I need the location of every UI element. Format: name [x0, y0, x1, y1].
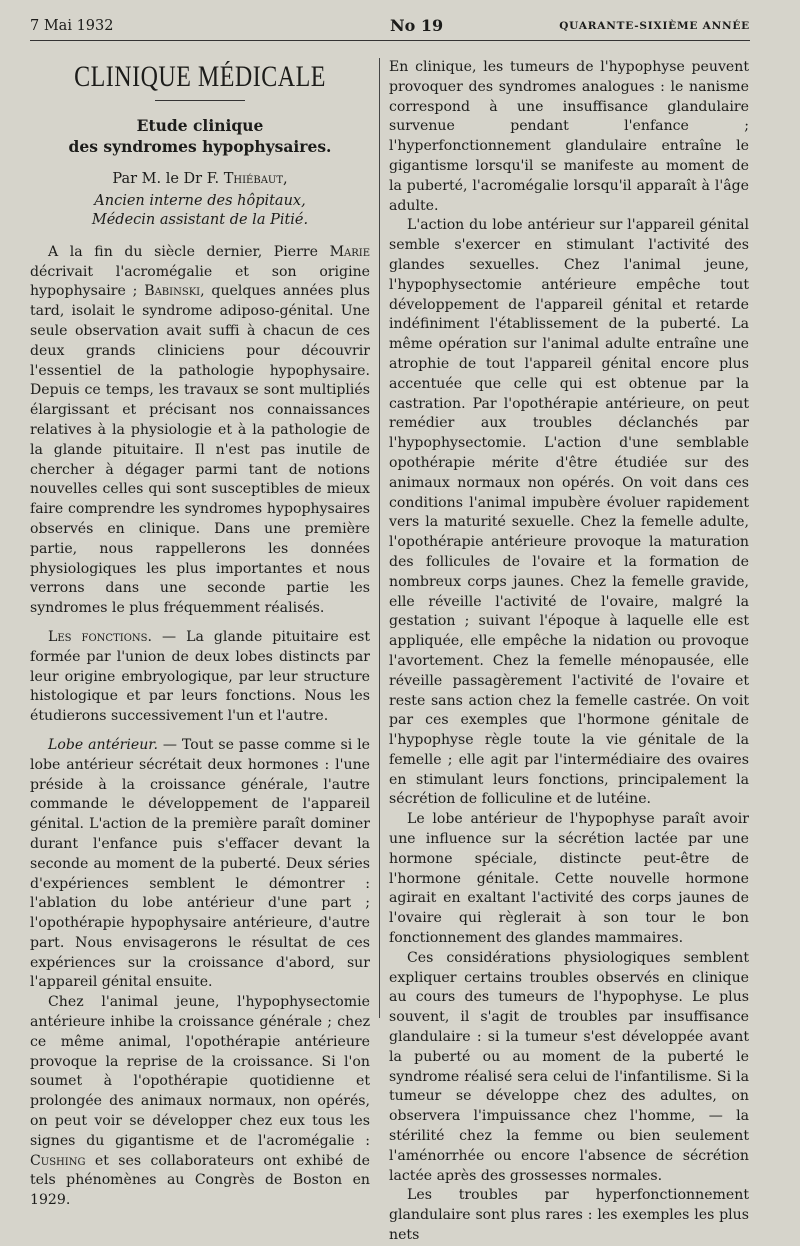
article-subtitle-line2: des syndromes hypophysaires.: [68, 136, 332, 156]
name-marie: Marie: [329, 243, 370, 260]
paragraph-animal-jeune-text-a: Chez l'animal jeune, l'hypophysectomie antérieure inhibe la croissance générale ; chez ce même animal, l'opothérapie antérieure provoque la reprise de la croissance. Si l'on soumet à l'opothérapie quotidienne et prolongée des animaux normaux, non opérés, on peut voir se développer chez eux tous les signes du gigantisme et de l'acromégalie :: [30, 994, 370, 1149]
title-rule: [155, 100, 245, 101]
author-byline: [30, 169, 370, 190]
section-lead-lobe-anterieur: Lobe antérieur.: [48, 736, 158, 753]
paragraph-hyperfonctionnement: Les troubles par hyperfonctionnement glandulaire sont plus rares : les exemples les plus nets: [389, 1187, 749, 1244]
section-lead-fonctions: Les fonctions.: [48, 628, 152, 645]
paragraph-lobe-anterieur: [30, 736, 370, 993]
paragraph-intro-text-a: A la fin du siècle dernier, Pierre: [48, 243, 330, 260]
paragraph-animal-jeune: [30, 993, 370, 1211]
publication-year: QUARANTE-SIXIÈME ANNÉE: [559, 20, 750, 32]
paragraph-appareil-genital: L'action du lobe antérieur sur l'appareil génital semble s'exercer en stimulant l'activité des glandes sexuelles. Chez l'animal jeune, l'hypophysectomie antérieure empêche tout développement de l'appareil génital et retarde indéfiniment l'établissement de la puberté. La même opération sur l'animal adulte entraîne une atrophie de tout l'appareil génital encore plus accentuée que celle qui est obtenue par la castration. Par l'opothérapie antérieure, on peut remédier aux troubles déclanchés par l'hypophysectomie. L'action d'une semblable opothérapie mérite d'être étudiée sur des animaux normaux non opérés. On voit dans ces conditions l'animal impubère évoluer rapidement vers la maturité sexuelle. Chez la femelle adulte, l'opothérapie antérieure provoque la maturation des follicules de l'ovaire et la formation de nombreux corps jaunes. Chez la femelle gravide, elle réveille l'activité de l'ovaire, malgré la gestation ; suivant l'époque à laquelle elle est appliquée, elle empêche la nidation ou provoque l'avortement. Chez la femelle ménopausée, elle réveille passagèrement l'activité de l'ovaire et reste sans action chez la femelle castrée. On voit par ces exemples que l'hormone génitale de l'hypophyse règle toute la vie génitale de la femelle ; elle agit par l'intermédiaire des ovaires en stimulant leurs fonctions, principalement la sécrétion de folliculine et de lutéine.: [389, 217, 749, 808]
paragraph-secretion-lactee: Le lobe antérieur de l'hypophyse paraît avoir une influence sur la sécrétion lactée par une hormone spéciale, distincte peut-être de l'hormone génitale. Cette nouvelle hormone agirait en exaltant l'activité des corps jaunes de l'ovaire qui règlerait à son tour le bon fonctionnement des glandes mammaires.: [389, 811, 749, 947]
name-babinski: Babinski: [144, 283, 201, 300]
paragraph-intro-text-b: décrivait l'acromégalie et son origine hypophysaire ;: [30, 263, 370, 300]
author-name: Thiébaut,: [223, 170, 288, 187]
left-column: [30, 58, 370, 1211]
credential-line1: Ancien interne des hôpitaux,: [94, 192, 306, 209]
author-credentials: [30, 192, 370, 231]
paragraph-animal-jeune-text-b: et ses collaborateurs ont exhibé de tels phénomènes au Congrès de Boston en 1929.: [30, 1152, 370, 1209]
page-header: [30, 16, 750, 41]
section-title: CLINIQUE MÉDICALE: [74, 61, 326, 94]
right-column: [389, 58, 749, 1246]
paragraph-considerations: Ces considérations physiologiques semblent expliquer certains troubles observés en clinique au cours des tumeurs de l'hypophyse. Le plus souvent, il s'agit de troubles par insuffisance glandulaire : si la tumeur s'est développée avant la puberté ou au moment de la puberté le syndrome réalisé sera celui de l'infantilisme. Si la tumeur se développe chez des adultes, on observera l'impuissance chez l'homme, — la stérilité chez la femme ou bien seulement l'aménorrhée ou encore l'absence de sécrétion lactée après des grossesses normales.: [389, 949, 749, 1184]
paragraph-fonctions: [30, 628, 370, 727]
paragraph-clinique: En clinique, les tumeurs de l'hypophyse peuvent provoquer des syndromes analogues : le nanisme correspond à une insuffisance glandulaire survenue pendant l'enfance ; l'hyperfonctionnement glandulaire entraîne le gigantisme lorsqu'il se manifeste au moment de la puberté, l'acromégalie lorsqu'il apparaît à l'âge adulte.: [389, 59, 749, 214]
issue-date: 7 Mai 1932: [30, 18, 114, 34]
paragraph-fonctions-text: — La glande pituitaire est formée par l'union de deux lobes distincts par leur origine embryologique, par leur structure histologique et par leurs fonctions. Nous les étudierons successivement l'un et l'autre.: [30, 628, 370, 725]
author-prefix: Par M. le Dr F.: [112, 170, 224, 187]
paragraph-lobe-anterieur-text: — Tout se passe comme si le lobe antérieur sécrétait deux hormones : l'une préside à la croissance générale, l'autre commande le développement de l'appareil génital. L'action de la première paraît dominer durant l'enfance puis s'effacer devant la seconde au moment de la puberté. Deux séries d'expériences semblent le démontrer : l'ablation du lobe antérieur d'une part ; l'opothérapie hypophysaire antérieure, d'autre part. Nous envisagerons le résultat de ces expériences sur la croissance d'abord, sur l'appareil génital ensuite.: [30, 736, 370, 991]
credential-line2: Médecin assistant de la Pitié.: [91, 212, 309, 229]
paragraph-intro: [30, 243, 370, 619]
name-cushing: Cushing: [30, 1152, 86, 1169]
issue-number: No 19: [390, 16, 444, 35]
article-subtitle-line1: Etude clinique: [136, 115, 264, 135]
paragraph-intro-text-c: , quelques années plus tard, isolait le syndrome adiposo-génital. Une seule observation avait suffi à chacun de ces deux grands cliniciens pour découvrir l'essentiel de la pathologie hypophysaire. Depuis ce temps, les travaux se sont multipliés élargissant et précisant nos connaissances relatives à la physiologie et à la pathologie de la glande pituitaire. Il n'est pas inutile de chercher à dégager parmi tant de notions nouvelles celles qui sont susceptibles de mieux faire comprendre les syndromes hypophysaires observés en clinique. Dans une première partie, nous rappellerons les données physiologiques les plus importantes et nous verrons dans une seconde partie les syndromes le plus fréquemment réalisés.: [30, 283, 370, 617]
column-divider: [379, 58, 380, 1018]
